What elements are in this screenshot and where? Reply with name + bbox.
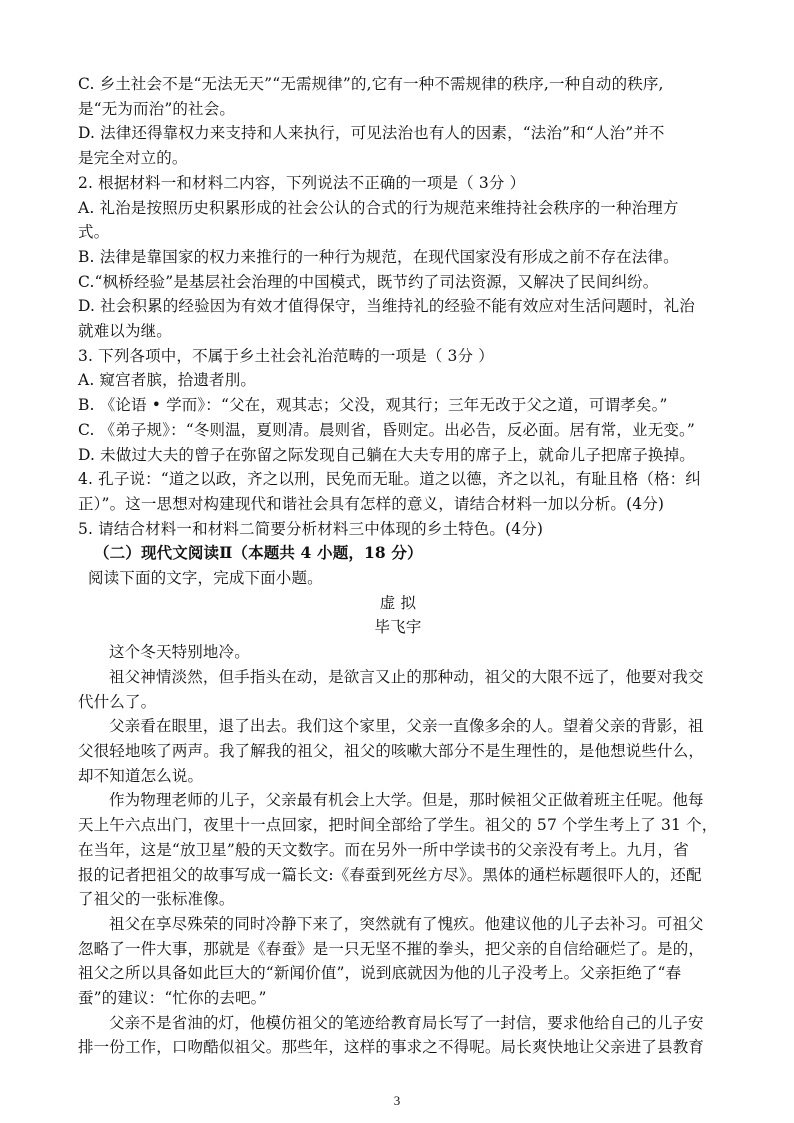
text-line: 正）”。这一思想对构建现代和谐社会具有怎样的意义，请结合材料一加以分析。(4分) [78, 494, 665, 513]
text-line: 毕飞宇 [374, 618, 422, 637]
text-line: （二）现代文阅读Ⅱ（本题共 4 小题，18 分） [94, 543, 423, 563]
text-line: C. 乡土社会不是“无法无天”“无需规律”的,它有一种不需规律的秩序,一种自动的秩序, [78, 75, 664, 93]
text-line: 这个冬天特别地冷。 [109, 643, 250, 662]
text-line: 是完全对立的。 [78, 149, 188, 168]
document-body [78, 72, 718, 1060]
text-line: 排一份工作，口吻酷似祖父。那些年，这样的事求之不得呢。局长爽快地让父亲进了县教育 [78, 1038, 705, 1057]
text-line: D. 法律还得靠权力来支持和人来执行，可见法治也有人的因素，“法治”和“人治”并不 [78, 124, 665, 143]
text-line: 却不知道怎么说。 [78, 766, 204, 785]
text-line: A. 礼治是按照历史积累形成的社会公认的合式的行为规范来维持社会秩序的一种治理方 [78, 198, 679, 217]
text-line: 2. 根据材料一和材料二内容，下列说法不正确的一项是（ 3分 ） [78, 173, 526, 192]
text-line: 4. 孔子说：“道之以政，齐之以刑，民免而无耻。道之以德，齐之以礼，有耻且格（格：纠 [78, 470, 701, 489]
text-line: A. 窥宫者膑，拾遗者刖。 [78, 371, 256, 390]
text-line: D. 未做过大夫的曾子在弥留之际发现自己躺在大夫专用的席子上，就命儿子把席子换掉。 [78, 445, 695, 464]
text-line: B. 法律是靠国家的权力来推行的一种行为规范，在现代国家没有形成之前不存在法律。 [78, 247, 679, 266]
text-line: 了祖父的一张标准像。 [78, 890, 235, 909]
text-line: 3. 下列各项中，不属于乡土社会礼治范畴的一项是（ 3分 ） [78, 346, 494, 365]
text-line: 5. 请结合材料一和材料二简要分析材料三中体现的乡土特色。(4分) [78, 519, 544, 538]
text-line: 作为物理老师的儿子，父亲最有机会上大学。但是，那时候祖父正做着班主任呢。他每 [109, 791, 704, 810]
text-line: 式。 [78, 223, 110, 242]
text-line: B. 《论语 • 学而》：“父在，观其志；父没，观其行；三年无改于父之道，可谓孝矣。” [78, 396, 668, 415]
text-line: D. 社会积累的经验因为有效才值得保守，当维持礼的经验不能有效应对生活问题时，礼治 [78, 297, 695, 316]
text-line: C.“枫桥经验”是基层社会治理的中国模式，既节约了司法资源，又解决了民间纠纷。 [78, 272, 659, 291]
text-line: 就难以为继。 [78, 322, 172, 341]
text-line: 忽略了一件大事，那就是《春蚕》是一只无坚不摧的拳头，把父亲的自信给砸烂了。是的， [78, 939, 705, 958]
text-line: 祖父之所以具备如此巨大的“新闻价值”，说到底就因为他的儿子没考上。父亲拒绝了“春 [78, 964, 682, 983]
page-number: 3 [393, 1093, 401, 1108]
text-line: 阅读下面的文字，完成下面小题。 [88, 569, 323, 588]
text-line: 父亲看在眼里，退了出去。我们这个家里，父亲一直像多余的人。望着父亲的背影，祖 [109, 717, 704, 736]
text-line: 蚕”的建议：“忙你的去吧。” [78, 989, 267, 1008]
text-line: 报的记者把祖父的故事写成一篇长文:《春蚕到死丝方尽》。黑体的通栏标题很吓人的，还配 [78, 865, 702, 884]
text-line: 父亲不是省油的灯，他模仿祖父的笔迹给教育局长写了一封信，要求他给自己的儿子安 [109, 1013, 704, 1032]
text-line: 天上午六点出门，夜里十一点回家，把时间全部给了学生。祖父的 57 个学生考上了 31 个， [78, 816, 718, 835]
text-line: 祖父神情淡然，但手指头在动，是欲言又止的那种动，祖父的大限不远了，他要对我交 [109, 667, 704, 686]
text-line: 代什么了。 [78, 692, 157, 711]
text-line: 在当年，这是“放卫星”般的天文数字。而在另外一所中学读书的父亲没有考上。九月，省 [78, 840, 689, 859]
text-line: 虚 拟 [379, 593, 417, 612]
text-line: 父很轻地咳了两声。我了解我的祖父，祖父的咳嗽大部分不是生理性的，是他想说些什么， [78, 741, 705, 760]
text-line: C. 《弟子规》：“冬则温，夏则凊。晨则省，昏则定。出必告，反必面。居有常，业无变。” [78, 420, 695, 439]
text-line: 是“无为而治”的社会。 [78, 99, 235, 118]
text-line: 祖父在享尽殊荣的同时冷静下来了，突然就有了愧疚。他建议他的儿子去补习。可祖父 [109, 914, 704, 933]
